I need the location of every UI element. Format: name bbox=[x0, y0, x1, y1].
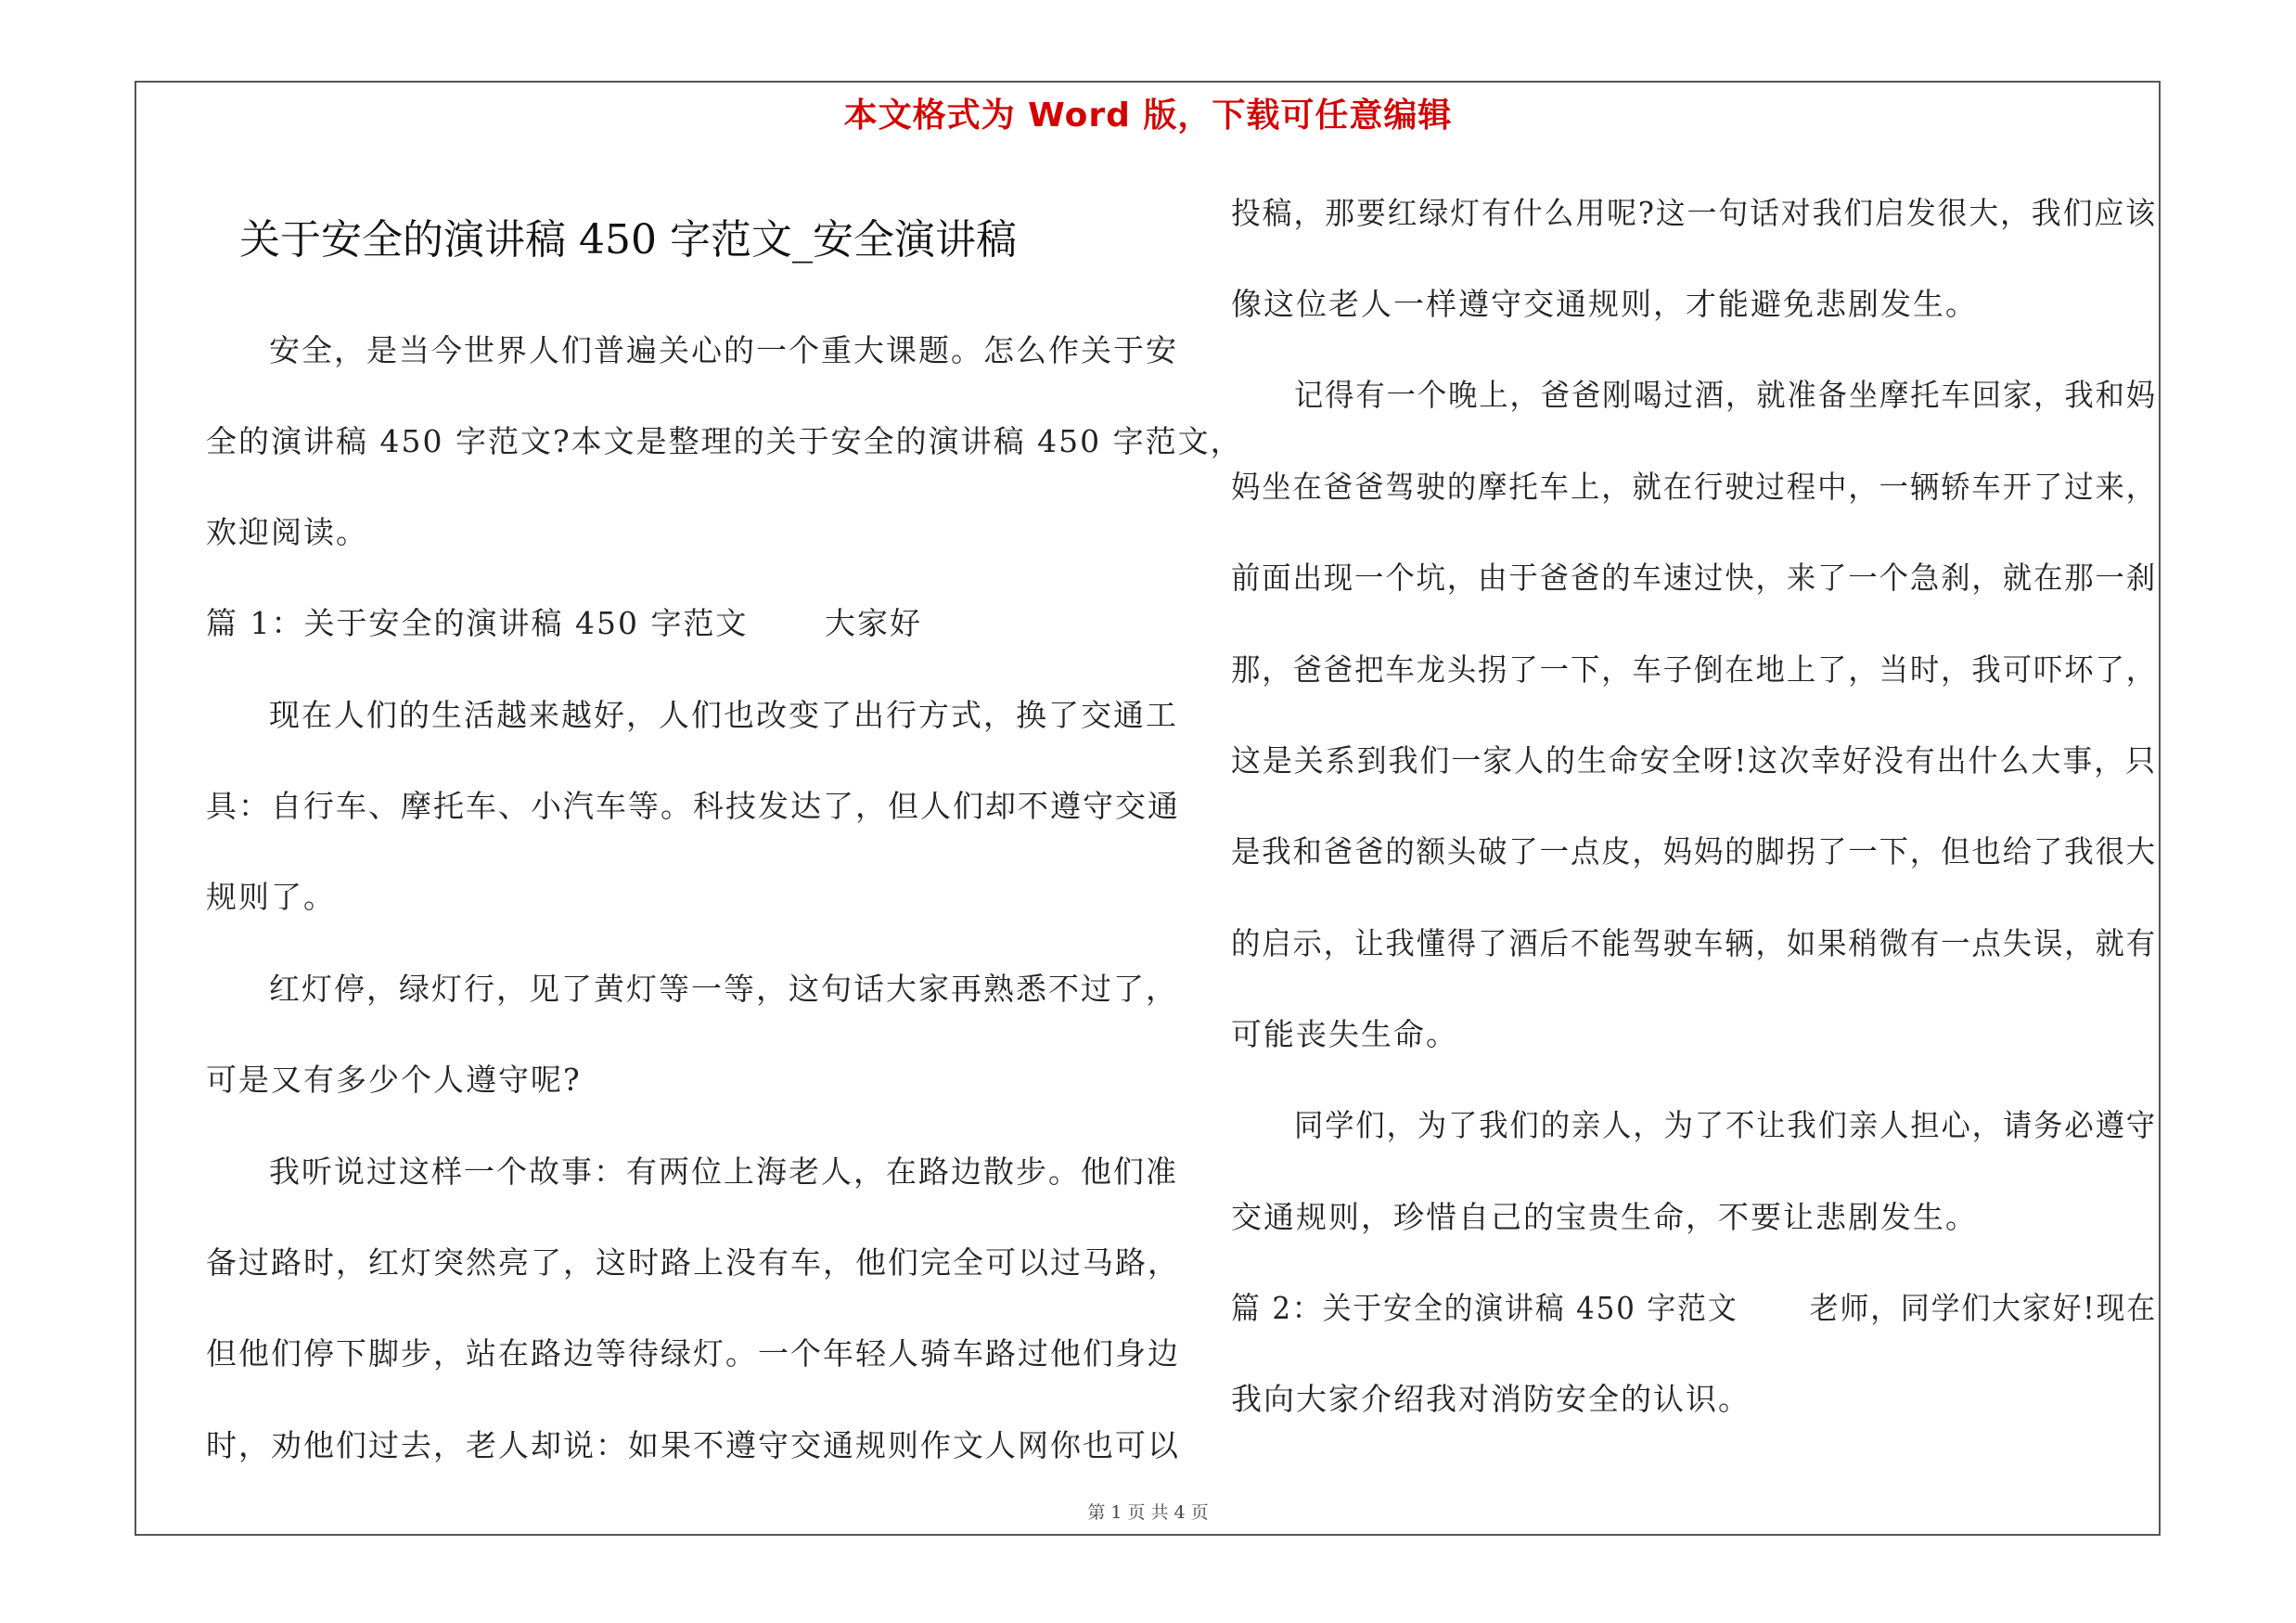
body-line: 这是关系到我们一家人的生命安全呀!这次幸好没有出什么大事，只 bbox=[1231, 742, 2158, 779]
body-line: 规则了。 bbox=[206, 879, 336, 915]
body-line: 可是又有多少个人遵守呢? bbox=[206, 1062, 582, 1098]
body-line: 那，爸爸把车龙头拐了一下，车子倒在地上了，当时，我可吓坏了， bbox=[1231, 651, 2158, 688]
body-line: 前面出现一个坑，由于爸爸的车速过快，来了一个急刹，就在那一刹 bbox=[1231, 560, 2158, 596]
body-line: 像这位老人一样遵守交通规则，才能避免悲剧发生。 bbox=[1231, 286, 1978, 322]
body-line: 的启示，让我懂得了酒后不能驾驶车辆，如果稍微有一点失误，就有 bbox=[1231, 925, 2158, 961]
body-line: 欢迎阅读。 bbox=[206, 514, 368, 550]
body-line: 记得有一个晚上，爸爸刚喝过酒，就准备坐摩托车回家，我和妈 bbox=[1294, 377, 2158, 413]
page-number-footer: 第 1 页 共 4 页 bbox=[1087, 1502, 1209, 1523]
body-line: 我听说过这样一个故事：有两位上海老人，在路边散步。他们准 bbox=[269, 1153, 1178, 1190]
body-line: 可能丧失生命。 bbox=[1231, 1016, 1458, 1052]
body-line: 妈坐在爸爸驾驶的摩托车上，就在行驶过程中，一辆轿车开了过来， bbox=[1231, 469, 2158, 505]
body-line: 全的演讲稿 450 字范文?本文是整理的关于安全的演讲稿 450 字范文， bbox=[206, 423, 1243, 459]
body-line: 是我和爸爸的额头破了一点皮，妈妈的脚拐了一下，但也给了我很大 bbox=[1231, 833, 2158, 869]
body-line: 红灯停，绿灯行，见了黄灯等一等，这句话大家再熟悉不过了， bbox=[269, 971, 1178, 1007]
format-banner: 本文格式为 Word 版，下载可任意编辑 bbox=[843, 97, 1453, 135]
document-title: 关于安全的演讲稿 450 字范文_安全演讲稿 bbox=[239, 216, 1017, 264]
body-line: 备过路时，红灯突然亮了，这时路上没有车，他们完全可以过马路， bbox=[206, 1244, 1180, 1281]
body-line: 现在人们的生活越来越好，人们也改变了出行方式，换了交通工 bbox=[269, 697, 1178, 733]
body-line: 我向大家介绍我对消防安全的认识。 bbox=[1231, 1381, 1751, 1417]
body-line: 时，劝他们过去，老人却说：如果不遵守交通规则作文人网你也可以 bbox=[206, 1427, 1180, 1463]
body-line: 交通规则，珍惜自己的宝贵生命，不要让悲剧发生。 bbox=[1231, 1199, 1978, 1235]
body-line: 但他们停下脚步，站在路边等待绿灯。一个年轻人骑车路过他们身边 bbox=[206, 1335, 1180, 1372]
body-line: 安全，是当今世界人们普遍关心的一个重大课题。怎么作关于安 bbox=[269, 332, 1178, 368]
body-line: 具：自行车、摩托车、小汽车等。科技发达了，但人们却不遵守交通 bbox=[206, 788, 1180, 824]
body-line: 投稿，那要红绿灯有什么用呢?这一句话对我们启发很大，我们应该 bbox=[1231, 195, 2157, 231]
section-heading: 篇 1：关于安全的演讲稿 450 字范文 大家好 bbox=[206, 605, 922, 641]
body-line: 同学们，为了我们的亲人，为了不让我们亲人担心，请务必遵守 bbox=[1294, 1107, 2158, 1143]
section-heading: 篇 2：关于安全的演讲稿 450 字范文 老师，同学们大家好!现在 bbox=[1231, 1290, 2158, 1326]
